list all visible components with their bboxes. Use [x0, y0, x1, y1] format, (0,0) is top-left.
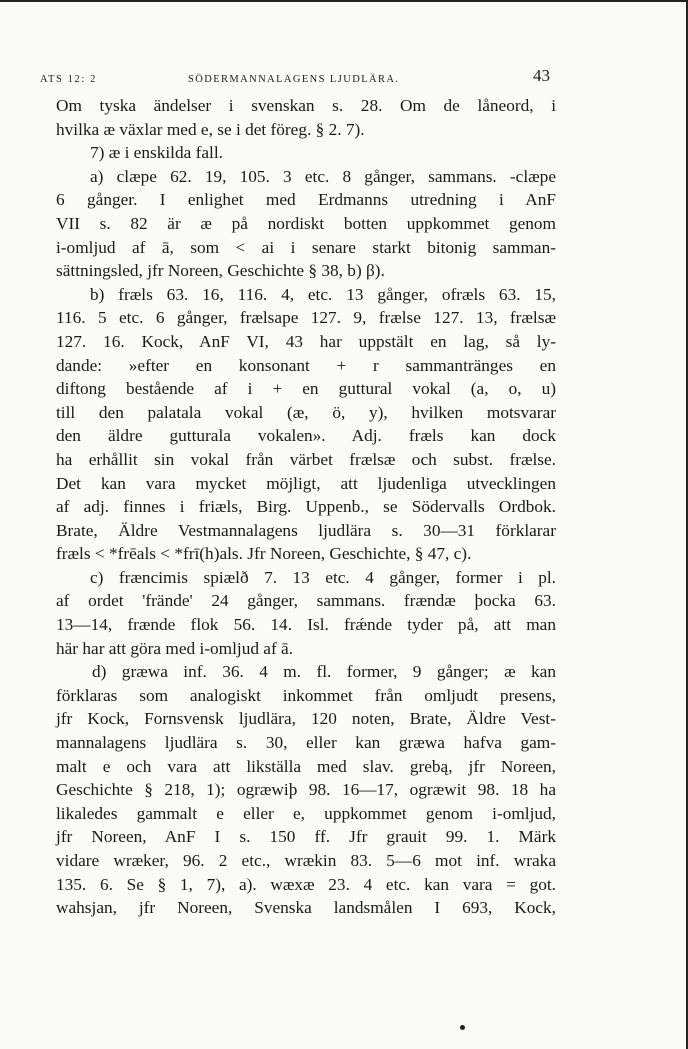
text-line: jfr Kock, Fornsvensk ljudlära, 120 noten, Brate, Äldre Vest- [56, 709, 556, 729]
text-line: i-omljud af ā, som < ai i senare starkt bitonig samman- [56, 237, 556, 257]
text-line: dande: »efter en konsonant + r sammantränges en [56, 355, 556, 375]
text-line: Geschichte § 218, 1); ogræwiþ 98. 16—17, ogræwit 98. 18 ha [56, 780, 556, 800]
text-line: wahsjan, jfr Noreen, Svenska landsmålen I 693, Kock, [56, 898, 556, 918]
text-line: a) clæpe 62. 19, 105. 3 etc. 8 gånger, sammans. -clæpe [90, 166, 556, 186]
text-line: Brate, Äldre Vestmannalagens ljudlära s. 30—31 förklarar [56, 520, 556, 540]
text-line: VII s. 82 är æ på nordiskt botten uppkommet genom [56, 213, 556, 233]
text-line: till den palatala vokal (æ, ö, y), hvilken motsvarar [56, 402, 556, 422]
text-line: af adj. finnes i friæls, Birg. Uppenb., se Södervalls Ordbok. [56, 497, 556, 517]
text-line: förklaras som analogiskt inkommet från omljudt presens, [56, 685, 556, 705]
running-header [40, 66, 560, 90]
text-line: vidare wræker, 96. 2 etc., wrækin 83. 5—6 mot inf. wraka [56, 851, 556, 870]
text-line: jfr Noreen, AnF I s. 150 ff. Jfr grauit 99. 1. Märk [56, 827, 556, 847]
ink-speck [460, 1025, 465, 1030]
text-line: 116. 5 etc. 6 gånger, frælsape 127. 9, frælse 127. 13, frælsæ [56, 308, 556, 328]
text-line: här har att göra med i-omljud af ā. [56, 638, 294, 658]
text-line: den äldre gutturala vokalen». Adj. fræls kan dock [56, 426, 556, 446]
page-number: 43 [533, 66, 550, 85]
series-label: ATS 12: 2 [40, 74, 97, 85]
text-line: Om tyska ändelser i svenskan s. 28. Om de låneord, i [56, 96, 556, 115]
text-line: likaledes gammalt e eller e, uppkommet genom i-omljud, [56, 803, 556, 823]
text-line: sättningsled, jfr Noreen, Geschichte § 38, b) β). [56, 261, 385, 281]
text-line: fræls < *frēals < *frī(h)als. Jfr Noreen, Geschichte, § 47, c). [56, 544, 472, 564]
running-title: SÖDERMANNALAGENS LJUDLÄRA. [188, 74, 400, 85]
text-line: malt e och vara att likställa med slav. grebą, jfr Noreen, [56, 756, 556, 776]
text-line: ha erhållit sin vokal från värbet frælsæ och subst. frælse. [56, 449, 556, 469]
body-text [56, 94, 556, 920]
text-line: Det kan vara mycket möjligt, att ljudenliga utvecklingen [56, 473, 556, 493]
text-line: 13—14, frænde flok 56. 14. Isl. frǽnde tyder på, att man [56, 615, 556, 635]
text-line: af ordet 'frände' 24 gånger, sammans. frændæ þocka 63. [56, 591, 556, 611]
section-heading: 7) æ i enskilda fall. [90, 143, 223, 163]
text-line: diftong bestående af i + en guttural vokal (a, o, u) [56, 379, 556, 399]
text-line: mannalagens ljudlära s. 30, eller kan græwa hafva gam- [56, 733, 556, 753]
text-line: 135. 6. Se § 1, 7), a). wæxæ 23. 4 etc. kan vara = got. [56, 874, 556, 894]
text-line: 127. 16. Kock, AnF VI, 43 har uppstält en lag, så ly- [56, 331, 556, 351]
text-line: c) fræncimis spiælð 7. 13 etc. 4 gånger, former i pl. [90, 567, 556, 587]
text-line: d) græwa inf. 36. 4 m. fl. former, 9 gånger; æ kan [92, 662, 556, 682]
text-line: 6 gånger. I enlighet med Erdmanns utredning i AnF [56, 190, 556, 210]
text-line: hvilka æ växlar med e, se i det föreg. § 2. 7). [56, 119, 365, 139]
text-line: b) fræls 63. 16, 116. 4, etc. 13 gånger, ofræls 63. 15, [90, 284, 556, 304]
